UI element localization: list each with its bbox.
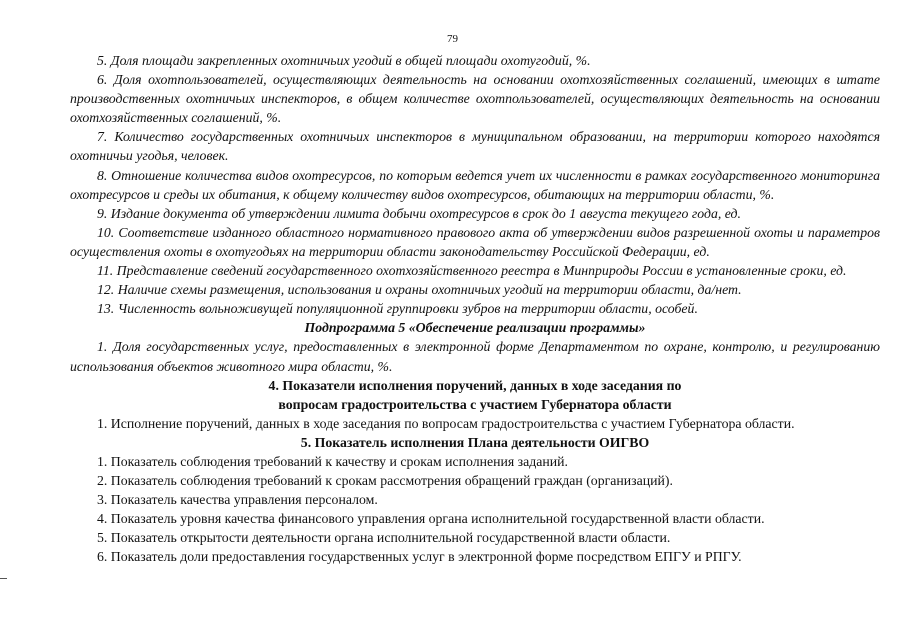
section-5-heading: 5. Показатель исполнения Плана деятельности ОИГВО [300, 434, 650, 450]
indicator-item-10: 10. Соответствие изданного областного нормативного правового акта об утверждении видов разрешенной охоты и параметров осуществления охоты в охотугодьях на территории области законодательству Российской Федерации, ед. [70, 224, 880, 259]
section-5-item-4: 4. Показатель уровня качества финансового управления органа исполнительной государственной власти области. [97, 511, 765, 527]
indicator-item-8: 8. Отношение количества видов охотресурсов, по которым ведется учет их численности в рамках государственного мониторинга охотресурсов и среды их обитания, к общему количеству видов охотресурсов, обитающих на территории области, %. [70, 167, 880, 202]
indicator-item-7: 7. Количество государственных охотничьих инспекторов в муниципальном образовании, на территории которого находятся охотничьи угодья, человек. [70, 129, 880, 164]
section-4-heading-line-2: вопросам градостроительства с участием Губернатора области [278, 396, 672, 412]
section-4-item-1: 1. Исполнение поручений, данных в ходе заседания по вопросам градостроительства с участием Губернатора области. [97, 415, 795, 431]
indicator-item-9: 9. Издание документа об утверждении лимита добычи охотресурсов в срок до 1 августа текущего года, ед. [97, 205, 741, 221]
indicator-item-12: 12. Наличие схемы размещения, использования и охраны охотничьих угодий на территории области, да/нет. [97, 282, 742, 298]
subprogram-5-item-1: 1. Доля государственных услуг, предоставленных в электронной форме Департаментом по охране, контролю, и регулированию использования объектов животного мира области, %. [70, 339, 880, 374]
section-5-item-1: 1. Показатель соблюдения требований к качеству и срокам исполнения заданий. [97, 453, 568, 469]
indicator-item-6: 6. Доля охотпользователей, осуществляющих деятельность на основании охотхозяйственных соглашений, имеющих в штате производственных охотничьих инспекторов, в общем количестве охотпользователей, осуществляющих деятельность на основании охотхозяйственных соглашений, %. [70, 72, 880, 126]
section-5-item-5: 5. Показатель открытости деятельности органа исполнительной государственной власти области. [97, 530, 671, 546]
indicator-item-13: 13. Численность вольноживущей популяционной группировки зубров на территории области, особей. [97, 301, 698, 317]
section-5-item-6: 6. Показатель доли предоставления государственных услуг в электронной форме посредством ЕПГУ и РПГУ. [97, 549, 742, 565]
page-content [70, 51, 880, 567]
margin-mark [0, 578, 7, 579]
page-number: 79 [447, 33, 458, 45]
indicator-item-11: 11. Представление сведений государственного охотхозяйственного реестра в Минприроды России в установленные сроки, ед. [97, 263, 847, 279]
section-4-heading-line-1: 4. Показатели исполнения поручений, данных в ходе заседания по [268, 377, 682, 393]
section-5-item-3: 3. Показатель качества управления персоналом. [97, 492, 378, 508]
section-5-item-2: 2. Показатель соблюдения требований к срокам рассмотрения обращений граждан (организаций). [97, 473, 673, 489]
subprogram-5-heading: Подпрограмма 5 «Обеспечение реализации программы» [304, 320, 646, 336]
indicator-item-5: 5. Доля площади закрепленных охотничьих угодий в общей площади охотугодий, %. [97, 53, 591, 68]
